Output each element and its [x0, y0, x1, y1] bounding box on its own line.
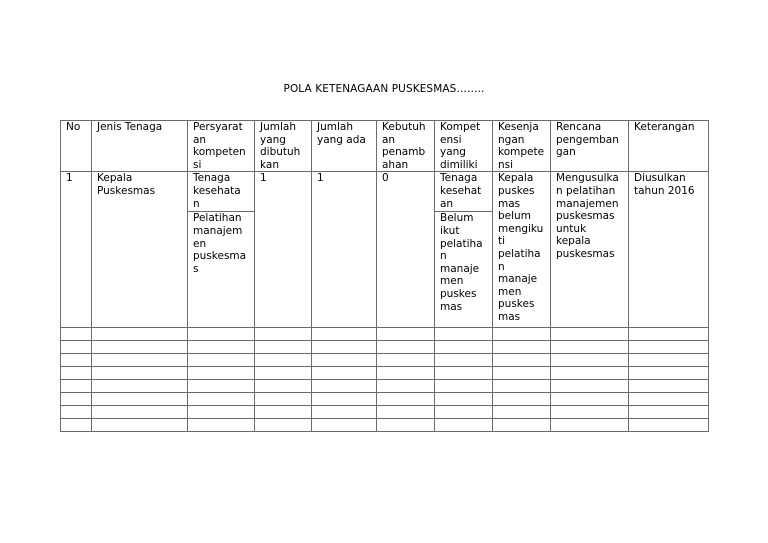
empty-cell — [493, 419, 551, 432]
empty-cell — [92, 328, 188, 341]
empty-table-row — [61, 419, 709, 432]
header-cell-persyaratan: Persyarat an kompeten si — [188, 121, 255, 172]
empty-cell — [61, 328, 92, 341]
header-cell-jenis-tenaga: Jenis Tenaga — [92, 121, 188, 172]
empty-cell — [551, 419, 629, 432]
cell-persyaratan-1: Tenaga kesehata n — [188, 172, 255, 212]
empty-cell — [435, 393, 493, 406]
header-cell-kompetensi: Kompet ensi yang dimiliki — [435, 121, 493, 172]
empty-cell — [255, 341, 312, 354]
cell-jumlah-ada: 1 — [312, 172, 377, 328]
empty-cell — [61, 367, 92, 380]
cell-rencana: Mengusulka n pelatihan manajemen puskesmas untuk kepala puskesmas — [551, 172, 629, 328]
empty-cell — [493, 406, 551, 419]
empty-cell — [435, 367, 493, 380]
header-cell-kesenjangan: Kesenja ngan kompete nsi — [493, 121, 551, 172]
empty-cell — [61, 419, 92, 432]
empty-table-row — [61, 354, 709, 367]
empty-table-row — [61, 367, 709, 380]
empty-cell — [629, 419, 709, 432]
cell-keterangan: Diusulkan tahun 2016 — [629, 172, 709, 328]
empty-cell — [188, 406, 255, 419]
empty-cell — [188, 419, 255, 432]
empty-cell — [255, 380, 312, 393]
empty-cell — [629, 367, 709, 380]
empty-table-row — [61, 406, 709, 419]
empty-cell — [188, 367, 255, 380]
empty-cell — [377, 419, 435, 432]
empty-cell — [493, 393, 551, 406]
empty-cell — [493, 380, 551, 393]
empty-cell — [188, 354, 255, 367]
empty-cell — [493, 354, 551, 367]
empty-cell — [312, 354, 377, 367]
empty-table-row — [61, 341, 709, 354]
empty-cell — [551, 406, 629, 419]
empty-cell — [551, 380, 629, 393]
header-cell-keterangan: Keterangan — [629, 121, 709, 172]
empty-cell — [435, 419, 493, 432]
cell-kesenjangan: Kepala puskes mas belum mengiku ti pelatiha n manaje men puskes mas — [493, 172, 551, 328]
empty-cell — [312, 393, 377, 406]
cell-kebutuhan: 0 — [377, 172, 435, 328]
empty-cell — [493, 328, 551, 341]
cell-jenis-tenaga: Kepala Puskesmas — [92, 172, 188, 328]
empty-cell — [255, 419, 312, 432]
empty-table-row — [61, 380, 709, 393]
empty-cell — [377, 354, 435, 367]
empty-cell — [255, 393, 312, 406]
document-title: POLA KETENAGAAN PUSKESMAS…….. — [283, 83, 485, 95]
empty-cell — [92, 367, 188, 380]
empty-cell — [551, 354, 629, 367]
empty-cell — [61, 380, 92, 393]
empty-cell — [377, 328, 435, 341]
cell-kompetensi-1: Tenaga kesehat an — [435, 172, 493, 212]
empty-cell — [312, 380, 377, 393]
empty-cell — [61, 341, 92, 354]
empty-cell — [435, 341, 493, 354]
empty-rows — [61, 328, 709, 432]
empty-cell — [188, 380, 255, 393]
empty-cell — [435, 354, 493, 367]
empty-cell — [61, 354, 92, 367]
empty-cell — [629, 341, 709, 354]
empty-cell — [188, 341, 255, 354]
empty-cell — [551, 341, 629, 354]
table-row — [61, 172, 709, 212]
header-cell-kebutuhan: Kebutuh an penamb ahan — [377, 121, 435, 172]
empty-cell — [255, 367, 312, 380]
empty-cell — [493, 341, 551, 354]
empty-cell — [312, 367, 377, 380]
empty-cell — [312, 406, 377, 419]
empty-cell — [629, 393, 709, 406]
empty-cell — [435, 380, 493, 393]
empty-cell — [255, 406, 312, 419]
empty-cell — [377, 393, 435, 406]
empty-cell — [493, 367, 551, 380]
empty-cell — [61, 406, 92, 419]
empty-cell — [377, 406, 435, 419]
cell-no: 1 — [61, 172, 92, 328]
empty-cell — [92, 406, 188, 419]
staffing-table — [60, 120, 709, 432]
empty-cell — [188, 393, 255, 406]
header-cell-no: No — [61, 121, 92, 172]
cell-persyaratan-2: Pelatihan manajem en puskesma s — [188, 212, 255, 328]
empty-cell — [629, 406, 709, 419]
empty-table-row — [61, 393, 709, 406]
table-header-row — [61, 121, 709, 172]
empty-cell — [255, 328, 312, 341]
empty-cell — [629, 354, 709, 367]
empty-cell — [92, 341, 188, 354]
header-cell-jumlah-dibutuhkan: Jumlah yang dibutuh kan — [255, 121, 312, 172]
empty-cell — [435, 328, 493, 341]
empty-cell — [377, 341, 435, 354]
empty-cell — [629, 380, 709, 393]
empty-cell — [629, 328, 709, 341]
cell-kompetensi-2: Belum ikut pelatiha n manaje men puskes mas — [435, 212, 493, 328]
cell-jumlah-dibutuhkan: 1 — [255, 172, 312, 328]
empty-cell — [551, 328, 629, 341]
empty-cell — [312, 419, 377, 432]
empty-cell — [92, 419, 188, 432]
empty-cell — [92, 354, 188, 367]
empty-cell — [377, 367, 435, 380]
empty-cell — [312, 341, 377, 354]
empty-table-row — [61, 328, 709, 341]
empty-cell — [551, 367, 629, 380]
empty-cell — [188, 328, 255, 341]
empty-cell — [255, 354, 312, 367]
empty-cell — [377, 380, 435, 393]
empty-cell — [312, 328, 377, 341]
empty-cell — [92, 380, 188, 393]
header-cell-jumlah-ada: Jumlah yang ada — [312, 121, 377, 172]
empty-cell — [92, 393, 188, 406]
empty-cell — [435, 406, 493, 419]
header-cell-rencana: Rencana pengemban gan — [551, 121, 629, 172]
empty-cell — [551, 393, 629, 406]
empty-cell — [61, 393, 92, 406]
